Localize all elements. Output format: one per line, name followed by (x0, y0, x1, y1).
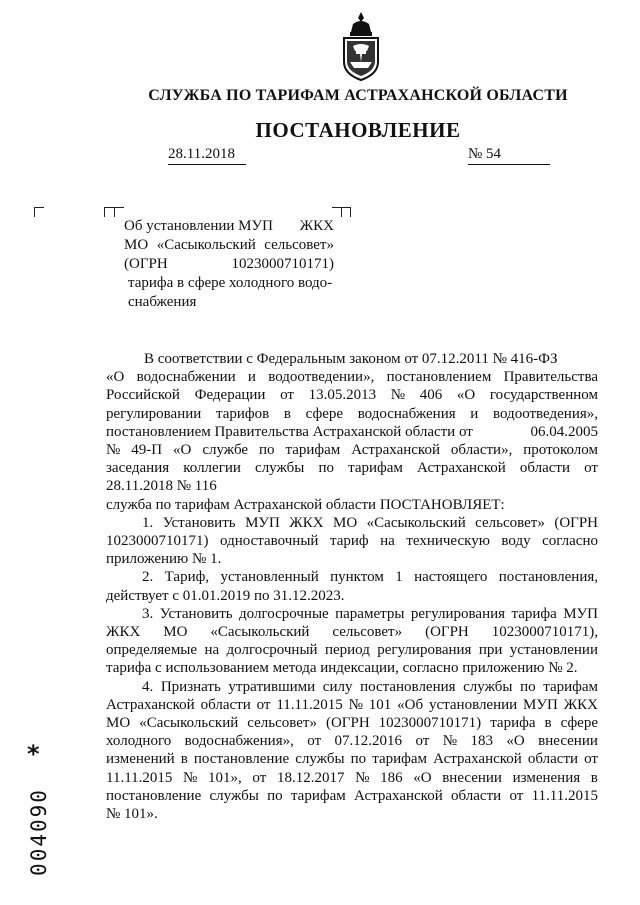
body-line (106, 514, 598, 532)
body-line (106, 769, 598, 787)
body-line (106, 587, 598, 605)
body-line (106, 568, 598, 586)
body-line (106, 423, 598, 441)
coat-of-arms-icon (336, 10, 386, 85)
body-text: «О (506, 733, 525, 750)
body-line (106, 550, 598, 568)
body-text: от (415, 733, 430, 750)
document-type: ПОСТАНОВЛЕНИЕ (255, 118, 461, 142)
body-text: 406 (419, 387, 443, 404)
body-text: МО (163, 624, 188, 641)
body-line (106, 659, 598, 677)
corner-mark (104, 207, 114, 217)
body-text: приложению № 1. (106, 551, 222, 568)
body-text: № 49-П «О службе по тарифам Астраханской области», протоколом (106, 442, 598, 459)
subject-block (124, 217, 334, 312)
body-line (106, 477, 598, 495)
body-text: в (590, 769, 598, 786)
body-text: № (442, 733, 458, 750)
body-text: 18.12.2017 (276, 769, 345, 786)
subject-line (124, 255, 334, 274)
body-line (106, 459, 598, 477)
body-text: водоснабжения», (184, 733, 294, 750)
body-text: постановление службы по тарифам Астраханской области от 11.11.2015 (106, 787, 598, 804)
body-text: изменений в постановление службы по тарифам Астраханской области от (106, 751, 598, 768)
body-text: В соответствии с Федеральным законом от 07.12.2011 № 416-ФЗ (144, 351, 558, 367)
body-line (106, 732, 598, 750)
document-date: 28.11.2018 (168, 146, 246, 165)
organization-name: СЛУЖБА ПО ТАРИФАМ АСТРАХАНСКОЙ ОБЛАСТИ (148, 87, 568, 104)
body-text: служба по тарифам Астраханской области ПОСТАНОВЛЯЕТ: (106, 496, 505, 513)
registration-stamp (24, 742, 54, 882)
body-line (106, 641, 598, 659)
body-text: 4. Признать утратившими силу постановления службы по тарифам (142, 678, 598, 695)
subject-line (124, 293, 334, 312)
body-text: 1. Установить МУП ЖКХ МО «Сасыкольский сельсовет» (ОГРН (142, 514, 598, 531)
body-text: определяемые на долгосрочный период регулирования при установлении (106, 642, 598, 659)
subject-word: сельсовет» (264, 237, 334, 253)
body-text: холодного (106, 733, 172, 750)
body-text: ЖКХ (106, 624, 141, 641)
body-text: 28.11.2018 № 116 (106, 478, 217, 495)
body-line (106, 350, 598, 368)
body-text: 1023000710171) одноставочный тариф на техническую воду согласно (106, 533, 598, 550)
body-text: № 101». (106, 806, 158, 823)
subject-word: тарифа в сфере холодного водо- (128, 275, 333, 291)
body-text: МО «Сасыкольский сельсовет» (ОГРН 1023000710171) тарифа в сфере (106, 715, 598, 732)
body-text: «О (413, 769, 432, 786)
body-text: «О водоснабжении и водоотведении», постановлением Правительства (106, 369, 598, 386)
body-text: 11.11.2015 (106, 769, 173, 786)
body-text: 07.12.2016 (334, 733, 403, 750)
body-line (106, 496, 598, 514)
document-number: № 54 (468, 146, 550, 165)
subject-word: ЖКХ (299, 218, 334, 234)
stamp-number: 004090 (27, 788, 51, 876)
body-text: регулировании тарифов в сфере водоснабжения и водоотведения», (106, 405, 598, 422)
corner-mark (114, 207, 124, 217)
body-text: от (280, 387, 294, 404)
body-text: постановлением Правительства Астраханской области от (106, 423, 473, 440)
subject-word: «Сасыкольский (156, 237, 256, 253)
body-text: тарифа с использованием метода индексации, согласно приложению № 2. (106, 660, 578, 677)
body-text: действует с 01.01.2019 по 31.12.2023. (106, 587, 345, 604)
body-text: сельсовет» (332, 624, 403, 641)
body-text: 1023000710171), (491, 624, 598, 641)
body-text: 186 (380, 769, 403, 786)
body-text: 06.04.2005 (530, 423, 598, 440)
body-text: от (307, 733, 322, 750)
body-text: 3. Установить долгосрочные параметры регулирования тарифа МУП (142, 605, 598, 622)
body-text: № (390, 387, 406, 404)
corner-mark (34, 207, 44, 217)
body-line (106, 678, 598, 696)
body-text: внесении (538, 733, 598, 750)
body-line (106, 805, 598, 823)
body-text: № (183, 769, 198, 786)
body-text: 2. Тариф, установленный пунктом 1 настоящего постановления, (142, 569, 598, 586)
body-text: Российской (106, 387, 180, 404)
body-text: № (355, 769, 370, 786)
body-text: Федерации (194, 387, 266, 404)
body-text: Астраханской области от 11.11.2015 № 101 «Об установлении МУП ЖКХ (106, 696, 598, 713)
asterisk-icon: * (27, 740, 40, 768)
body-text: заседания коллегии службы по тарифам Астраханской области от (106, 460, 598, 477)
body-line (106, 714, 598, 732)
body-line (106, 405, 598, 423)
subject-word: Об установлении МУП (124, 218, 273, 234)
body-text: «Сасыкольский (210, 624, 310, 641)
subject-line (124, 236, 334, 255)
subject-line (124, 274, 334, 293)
subject-line (124, 217, 334, 236)
body-text: 101», (208, 769, 242, 786)
body-line (106, 605, 598, 623)
body-text: изменения (512, 769, 581, 786)
body-line (106, 441, 598, 459)
body-line (106, 368, 598, 386)
body-text: «О (456, 387, 476, 404)
document-body (106, 350, 598, 823)
body-line (106, 696, 598, 714)
body-line (106, 623, 598, 641)
body-text: 13.05.2013 (308, 387, 377, 404)
body-text: внесении (442, 769, 502, 786)
body-line (106, 386, 598, 404)
subject-word: (ОГРН (124, 256, 168, 272)
subject-word: МО (124, 237, 149, 253)
subject-word: 1023000710171) (231, 256, 334, 272)
body-text: государственном (489, 387, 598, 404)
body-text: от (252, 769, 267, 786)
body-text: 183 (470, 733, 493, 750)
subject-word: снабжения (128, 294, 197, 310)
body-line (106, 750, 598, 768)
body-text: (ОГРН (425, 624, 469, 641)
body-line (106, 787, 598, 805)
corner-mark (341, 207, 351, 217)
body-line (106, 532, 598, 550)
